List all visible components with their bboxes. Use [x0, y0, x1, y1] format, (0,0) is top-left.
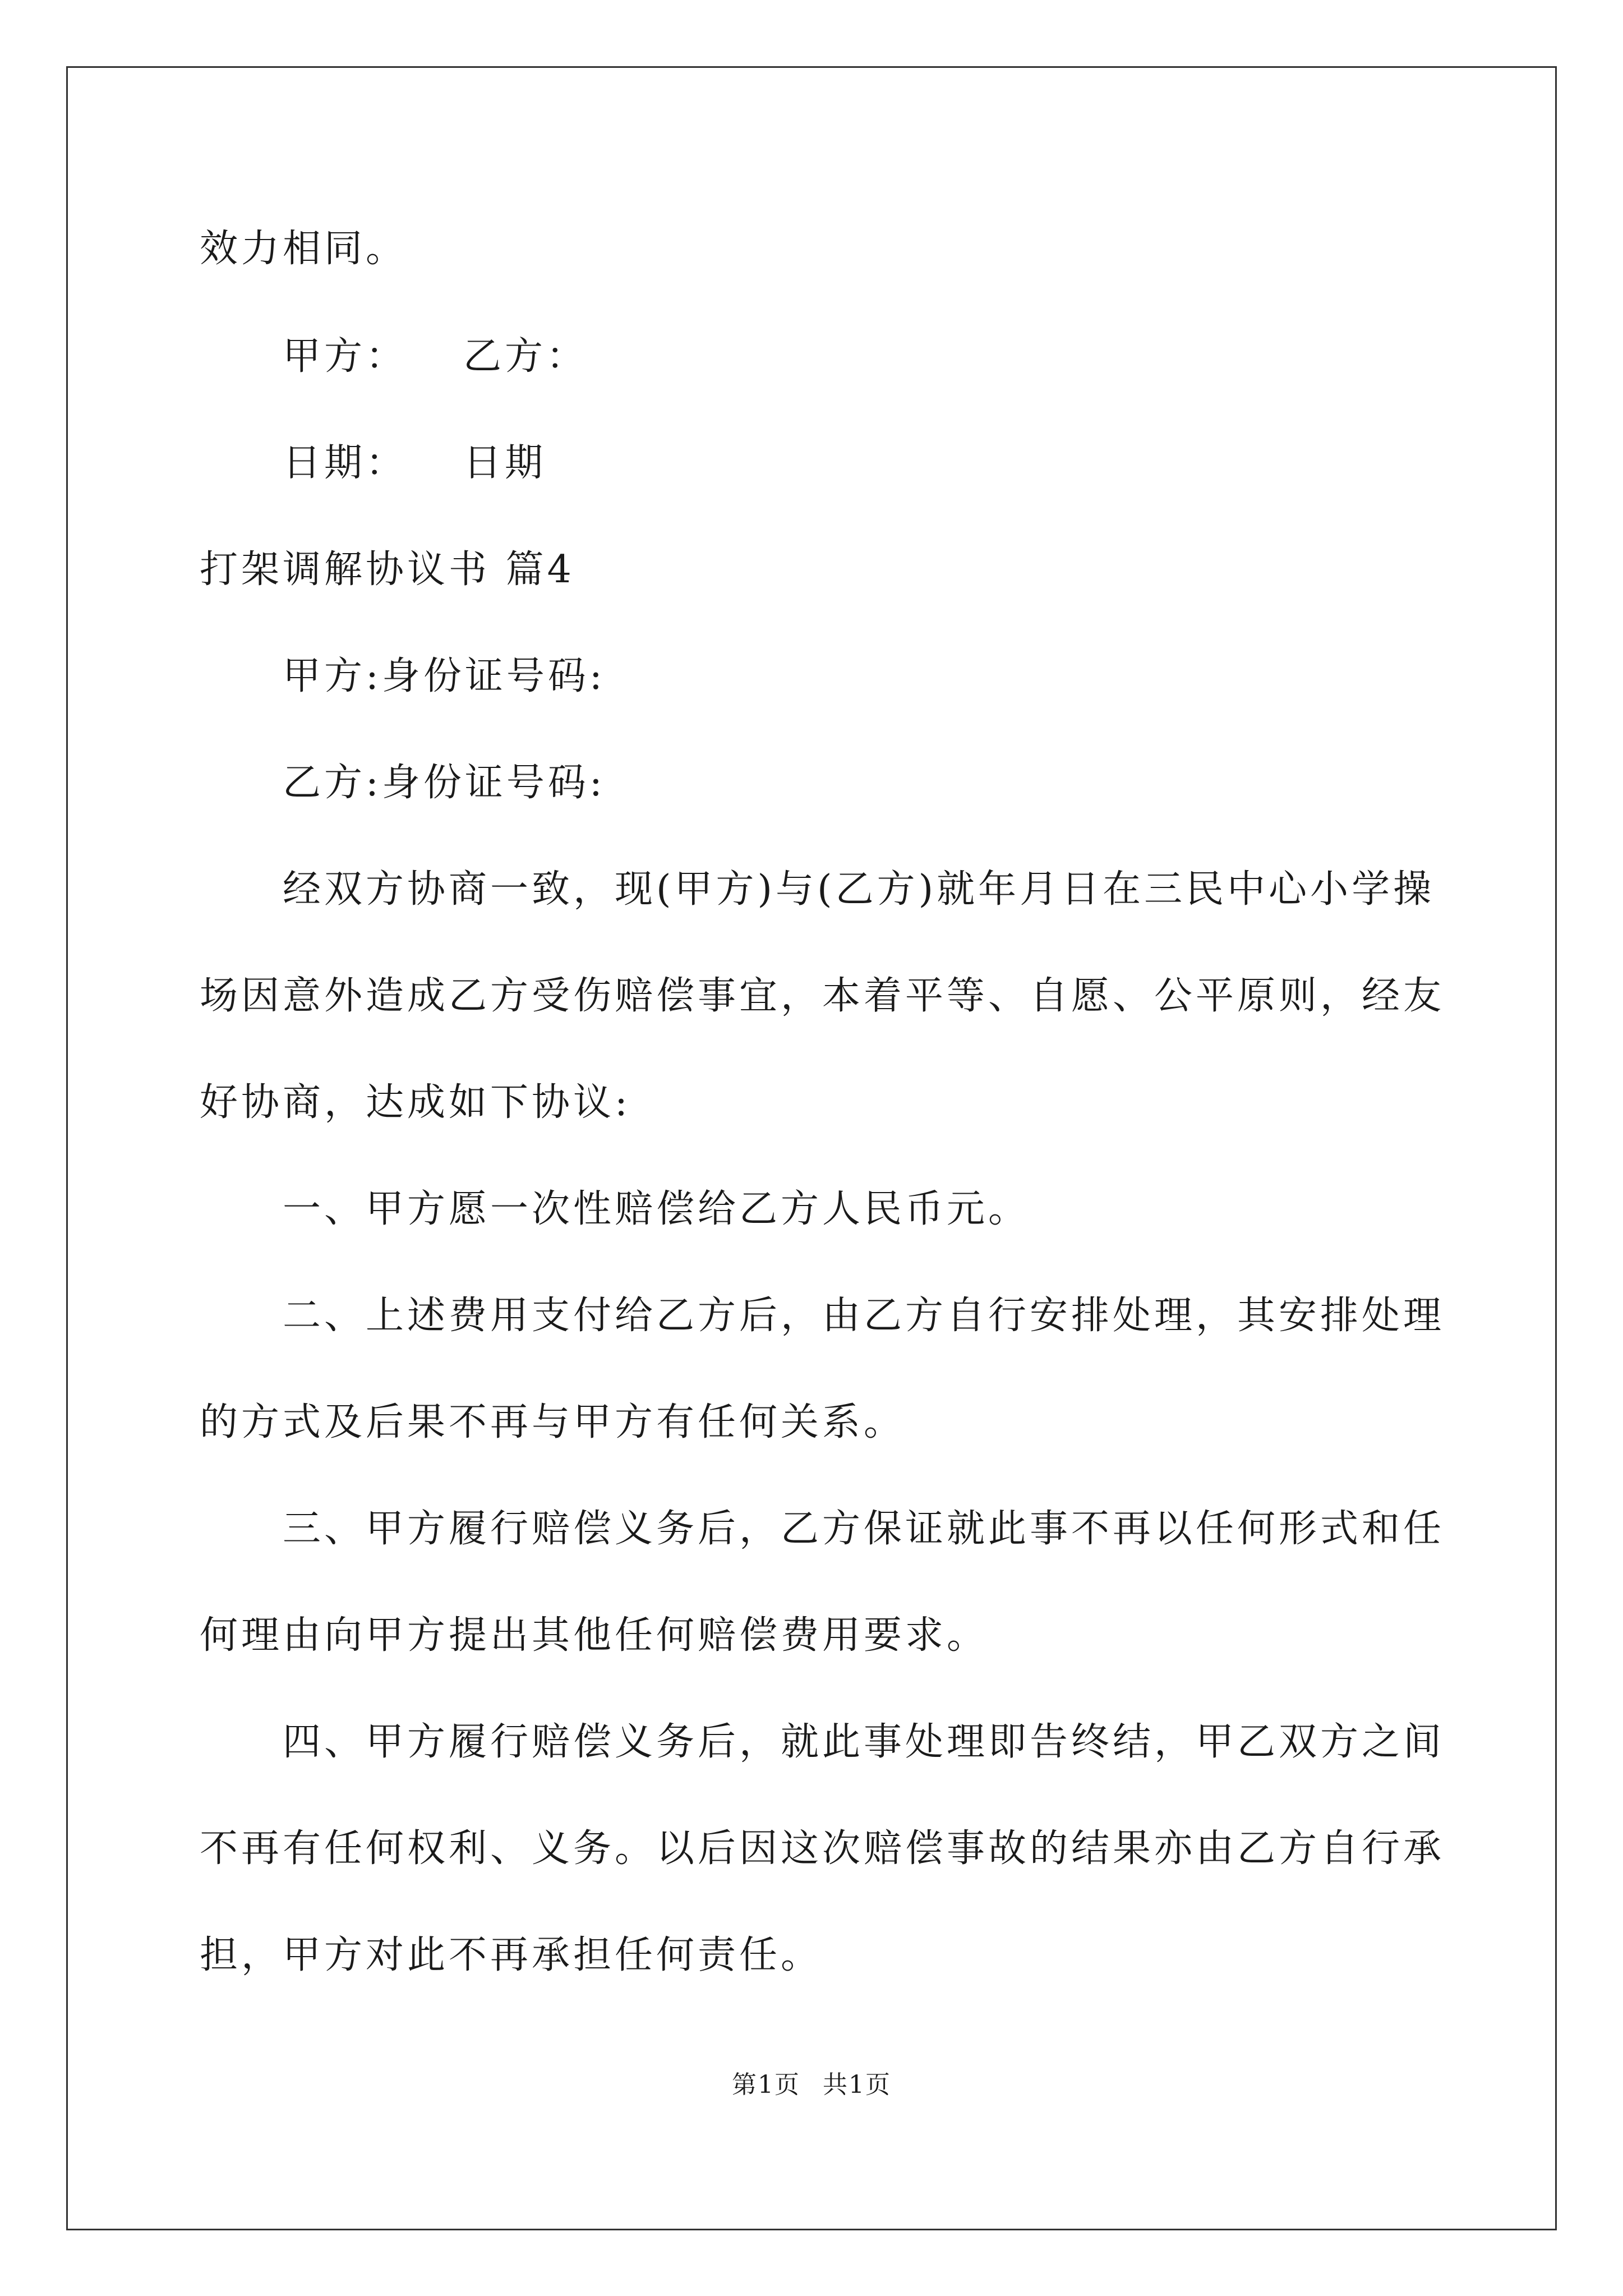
paragraph-line: 乙方:身份证号码: — [283, 761, 606, 805]
paragraph-line: 二、上述费用支付给乙方后，由乙方自行安排处理，其安排处理 — [283, 1294, 1445, 1338]
section-heading: 打架调解协议书 篇4 — [200, 547, 575, 592]
paragraph-line: 经双方协商一致，现(甲方)与(乙方)就年月日在三民中心小学操 — [283, 867, 1435, 912]
party-b-label: 乙方： — [463, 334, 588, 379]
date-b-label: 日期 — [463, 441, 547, 485]
paragraph-line: 四、甲方履行赔偿义务后，就此事处理即告终结，甲乙双方之间 — [283, 1720, 1445, 1764]
signature-dates — [283, 441, 547, 485]
paragraph-line: 甲方:身份证号码: — [283, 654, 606, 698]
page-footer — [0, 2064, 1623, 2100]
date-a-label: 日期： — [283, 441, 408, 485]
paragraph-line: 好协商，达成如下协议: — [200, 1080, 631, 1125]
paragraph-line: 何理由向甲方提出其他任何赔偿费用要求。 — [200, 1613, 989, 1658]
paragraph-line: 担，甲方对此不再承担任何责任。 — [200, 1933, 823, 1977]
paragraph-line: 效力相同。 — [200, 227, 408, 271]
party-a-label: 甲方： — [283, 334, 408, 379]
paragraph-line: 一、甲方愿一次性赔偿给乙方人民币元。 — [283, 1187, 1030, 1231]
page-number-total: 共1页 — [823, 2070, 891, 2099]
paragraph-line: 三、甲方履行赔偿义务后，乙方保证就此事不再以任何形式和任 — [283, 1507, 1445, 1551]
paragraph-line: 的方式及后果不再与甲方有任何关系。 — [200, 1400, 906, 1444]
paragraph-line: 场因意外造成乙方受伤赔偿事宜，本着平等、自愿、公平原则，经友 — [200, 974, 1445, 1018]
page-number-current: 第1页 — [732, 2070, 800, 2099]
signature-parties — [283, 334, 588, 379]
page-border — [66, 66, 1557, 2230]
paragraph-line: 不再有任何权利、义务。以后因这次赔偿事故的结果亦由乙方自行承 — [200, 1826, 1445, 1871]
